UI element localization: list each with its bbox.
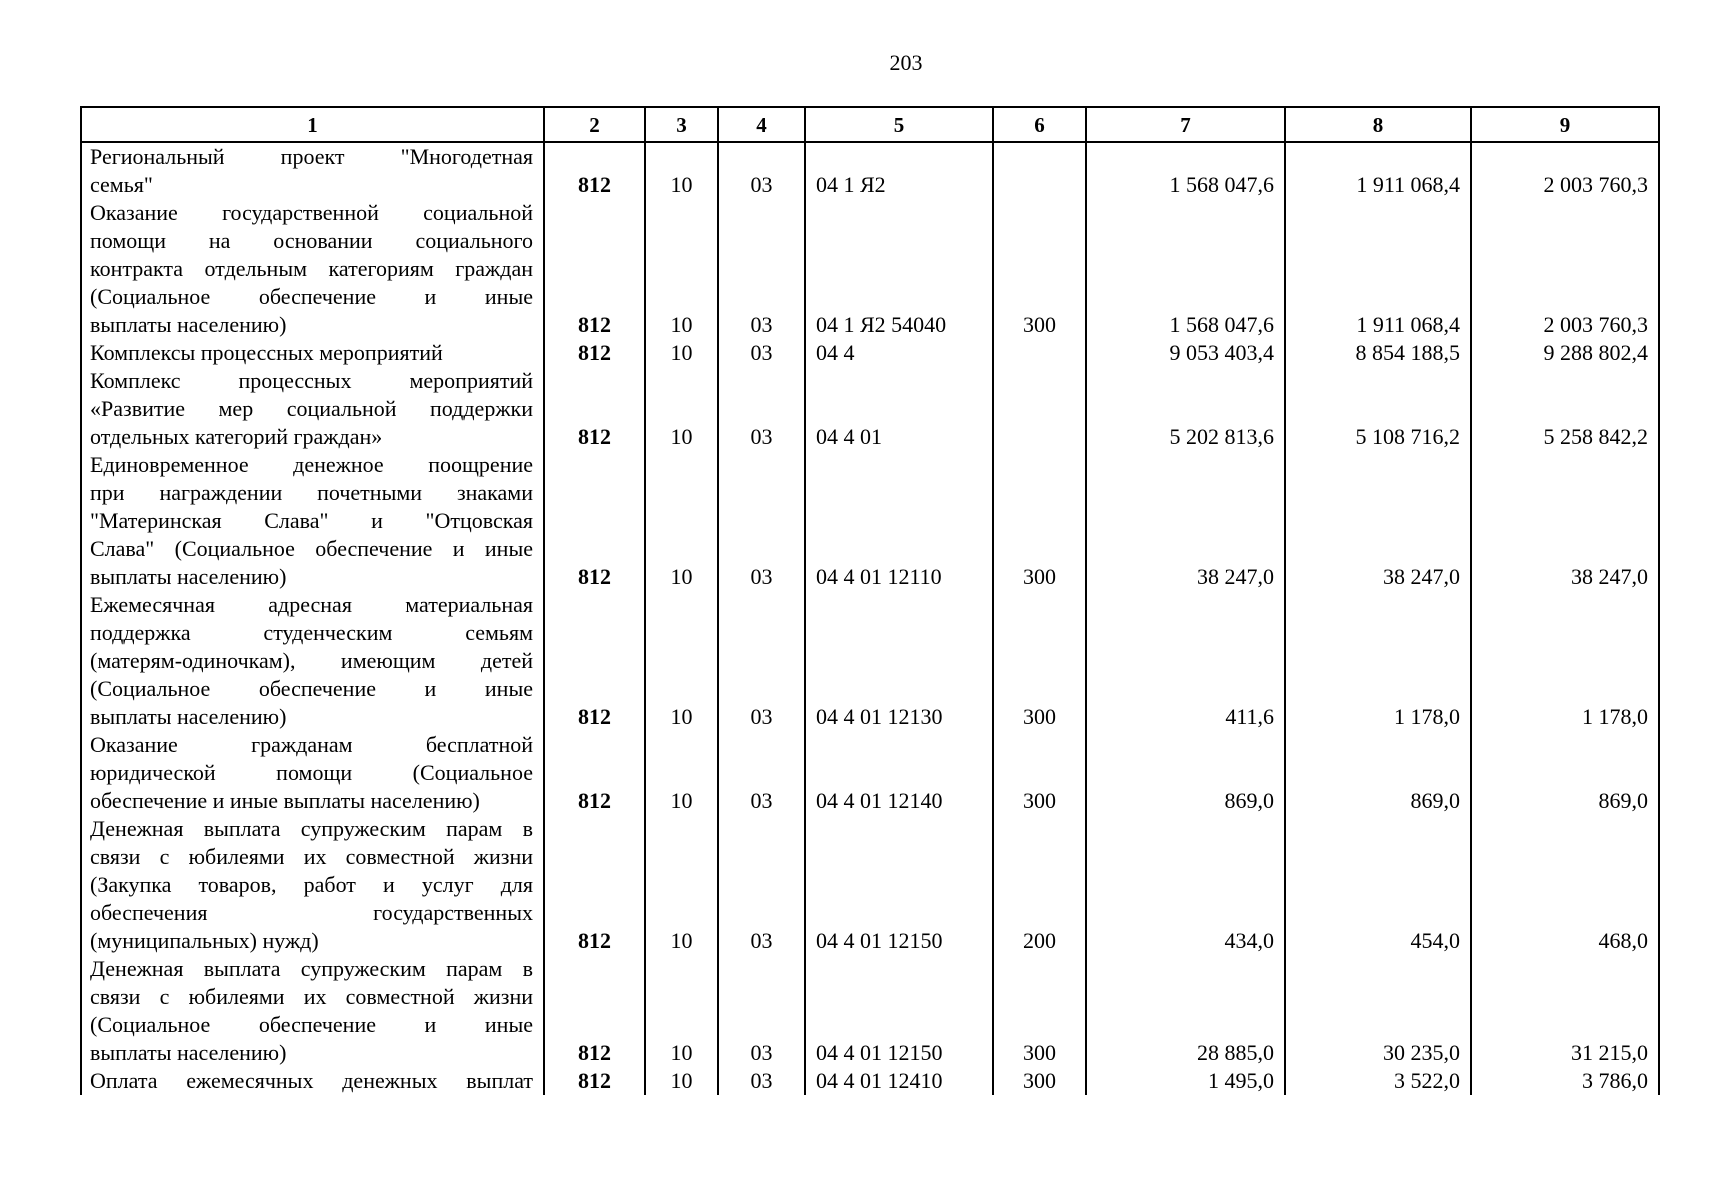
table-row — [81, 1067, 1659, 1095]
section-code-cell: 10 — [645, 1067, 718, 1095]
row-name-line: Комплекс процессных мероприятий — [90, 368, 533, 393]
expense-type-cell: 300 — [993, 955, 1086, 1067]
row-name-line: «Развитие мер социальной поддержки — [90, 396, 533, 421]
table-row — [81, 339, 1659, 367]
expense-type-cell — [993, 367, 1086, 451]
amount-year2-cell: 454,0 — [1285, 815, 1471, 955]
row-name-line: Ежемесячная адресная материальная — [90, 592, 533, 617]
row-name-line: связи с юбилеями их совместной жизни — [90, 844, 533, 869]
target-article-cell: 04 4 01 12150 — [805, 955, 993, 1067]
chapter-code-cell: 812 — [544, 1067, 645, 1095]
amount-year3-cell: 9 288 802,4 — [1471, 339, 1659, 367]
chapter-code-cell: 812 — [544, 367, 645, 451]
row-name-line: (Социальное обеспечение и иные — [90, 284, 533, 309]
row-name-line: Комплексы процессных мероприятий — [90, 340, 443, 365]
chapter-code-cell: 812 — [544, 199, 645, 339]
subsection-code-cell: 03 — [718, 815, 805, 955]
header-col-5: 5 — [805, 107, 993, 142]
subsection-code-cell: 03 — [718, 955, 805, 1067]
amount-year1-cell: 28 885,0 — [1086, 955, 1285, 1067]
row-name-line: юридической помощи (Социальное — [90, 760, 533, 785]
row-name-cell — [81, 451, 544, 591]
row-name-line: (Социальное обеспечение и иные — [90, 676, 533, 701]
row-name-cell — [81, 339, 544, 367]
target-article-cell: 04 4 01 — [805, 367, 993, 451]
row-name-line: обеспечение и иные выплаты населению) — [90, 788, 480, 813]
table-body — [81, 142, 1659, 1095]
subsection-code-cell: 03 — [718, 591, 805, 731]
amount-year1-cell: 1 568 047,6 — [1086, 199, 1285, 339]
expense-type-cell: 300 — [993, 731, 1086, 815]
target-article-cell: 04 4 — [805, 339, 993, 367]
amount-year3-cell: 468,0 — [1471, 815, 1659, 955]
chapter-code-cell: 812 — [544, 142, 645, 199]
section-code-cell: 10 — [645, 142, 718, 199]
target-article-cell: 04 4 01 12140 — [805, 731, 993, 815]
subsection-code-cell: 03 — [718, 451, 805, 591]
header-col-1: 1 — [81, 107, 544, 142]
amount-year2-cell: 38 247,0 — [1285, 451, 1471, 591]
row-name-line: Оказание государственной социальной — [90, 200, 533, 225]
amount-year3-cell: 3 786,0 — [1471, 1067, 1659, 1095]
row-name-line: Денежная выплата супружеским парам в — [90, 956, 533, 981]
row-name-line: семья" — [90, 172, 153, 197]
chapter-code-cell: 812 — [544, 591, 645, 731]
row-name-cell — [81, 1067, 544, 1095]
row-name-line: Оплата ежемесячных денежных выплат — [90, 1068, 533, 1093]
expense-type-cell — [993, 339, 1086, 367]
amount-year3-cell: 38 247,0 — [1471, 451, 1659, 591]
chapter-code-cell: 812 — [544, 815, 645, 955]
table-row — [81, 142, 1659, 199]
row-name-line: помощи на основании социального — [90, 228, 533, 253]
row-name-cell — [81, 591, 544, 731]
row-name-line: Слава" (Социальное обеспечение и иные — [90, 536, 533, 561]
subsection-code-cell: 03 — [718, 1067, 805, 1095]
amount-year1-cell: 5 202 813,6 — [1086, 367, 1285, 451]
target-article-cell: 04 4 01 12110 — [805, 451, 993, 591]
header-col-9: 9 — [1471, 107, 1659, 142]
budget-table — [80, 106, 1660, 1095]
row-name-cell — [81, 199, 544, 339]
chapter-code-cell: 812 — [544, 451, 645, 591]
row-name-line: Оказание гражданам бесплатной — [90, 732, 533, 757]
amount-year2-cell: 3 522,0 — [1285, 1067, 1471, 1095]
amount-year2-cell: 30 235,0 — [1285, 955, 1471, 1067]
subsection-code-cell: 03 — [718, 142, 805, 199]
amount-year3-cell: 869,0 — [1471, 731, 1659, 815]
section-code-cell: 10 — [645, 339, 718, 367]
expense-type-cell: 300 — [993, 199, 1086, 339]
amount-year1-cell: 869,0 — [1086, 731, 1285, 815]
expense-type-cell: 300 — [993, 591, 1086, 731]
row-name-line: отдельных категорий граждан» — [90, 424, 383, 449]
row-name-line: контракта отдельным категориям граждан — [90, 256, 533, 281]
row-name-line: при награждении почетными знаками — [90, 480, 533, 505]
table-row — [81, 815, 1659, 955]
section-code-cell: 10 — [645, 591, 718, 731]
amount-year1-cell: 434,0 — [1086, 815, 1285, 955]
row-name-line: (Закупка товаров, работ и услуг для — [90, 872, 533, 897]
amount-year2-cell: 1 911 068,4 — [1285, 142, 1471, 199]
amount-year1-cell: 9 053 403,4 — [1086, 339, 1285, 367]
row-name-line: выплаты населению) — [90, 1040, 287, 1065]
target-article-cell: 04 1 Я2 — [805, 142, 993, 199]
target-article-cell: 04 4 01 12130 — [805, 591, 993, 731]
row-name-line: выплаты населению) — [90, 704, 287, 729]
table-row — [81, 451, 1659, 591]
page-number: 203 — [889, 50, 923, 75]
section-code-cell: 10 — [645, 367, 718, 451]
amount-year1-cell: 1 495,0 — [1086, 1067, 1285, 1095]
expense-type-cell: 300 — [993, 1067, 1086, 1095]
header-col-6: 6 — [993, 107, 1086, 142]
section-code-cell: 10 — [645, 731, 718, 815]
row-name-line: "Материнская Слава" и "Отцовская — [90, 508, 533, 533]
header-col-8: 8 — [1285, 107, 1471, 142]
section-code-cell: 10 — [645, 451, 718, 591]
row-name-cell — [81, 955, 544, 1067]
subsection-code-cell: 03 — [718, 367, 805, 451]
row-name-cell — [81, 142, 544, 199]
table-row — [81, 731, 1659, 815]
amount-year3-cell: 31 215,0 — [1471, 955, 1659, 1067]
table-row — [81, 199, 1659, 339]
expense-type-cell — [993, 142, 1086, 199]
table-row — [81, 955, 1659, 1067]
header-col-4: 4 — [718, 107, 805, 142]
header-col-3: 3 — [645, 107, 718, 142]
header-col-7: 7 — [1086, 107, 1285, 142]
amount-year1-cell: 1 568 047,6 — [1086, 142, 1285, 199]
table-row — [81, 591, 1659, 731]
subsection-code-cell: 03 — [718, 731, 805, 815]
amount-year1-cell: 38 247,0 — [1086, 451, 1285, 591]
row-name-line: обеспечения государственных — [90, 900, 533, 925]
amount-year2-cell: 1 178,0 — [1285, 591, 1471, 731]
amount-year2-cell: 869,0 — [1285, 731, 1471, 815]
row-name-line: поддержка студенческим семьям — [90, 620, 533, 645]
row-name-line: Региональный проект "Многодетная — [90, 144, 533, 169]
row-name-line: связи с юбилеями их совместной жизни — [90, 984, 533, 1009]
table-header-row — [81, 107, 1659, 142]
budget-table-container — [80, 106, 1658, 1095]
chapter-code-cell: 812 — [544, 731, 645, 815]
amount-year3-cell: 1 178,0 — [1471, 591, 1659, 731]
subsection-code-cell: 03 — [718, 199, 805, 339]
section-code-cell: 10 — [645, 815, 718, 955]
section-code-cell: 10 — [645, 199, 718, 339]
target-article-cell: 04 4 01 12150 — [805, 815, 993, 955]
row-name-cell — [81, 731, 544, 815]
row-name-line: выплаты населению) — [90, 312, 287, 337]
amount-year3-cell: 2 003 760,3 — [1471, 199, 1659, 339]
expense-type-cell: 200 — [993, 815, 1086, 955]
row-name-line: (муниципальных) нужд) — [90, 928, 319, 953]
row-name-line: (Социальное обеспечение и иные — [90, 1012, 533, 1037]
header-col-2: 2 — [544, 107, 645, 142]
section-code-cell: 10 — [645, 955, 718, 1067]
subsection-code-cell: 03 — [718, 339, 805, 367]
chapter-code-cell: 812 — [544, 955, 645, 1067]
row-name-cell — [81, 815, 544, 955]
table-row — [81, 367, 1659, 451]
amount-year2-cell: 1 911 068,4 — [1285, 199, 1471, 339]
row-name-line: Денежная выплата супружеским парам в — [90, 816, 533, 841]
row-name-line: (матерям-одиночкам), имеющим детей — [90, 648, 533, 673]
amount-year1-cell: 411,6 — [1086, 591, 1285, 731]
chapter-code-cell: 812 — [544, 339, 645, 367]
row-name-line: выплаты населению) — [90, 564, 287, 589]
expense-type-cell: 300 — [993, 451, 1086, 591]
row-name-cell — [81, 367, 544, 451]
row-name-line: Единовременное денежное поощрение — [90, 452, 533, 477]
amount-year2-cell: 8 854 188,5 — [1285, 339, 1471, 367]
amount-year3-cell: 2 003 760,3 — [1471, 142, 1659, 199]
amount-year3-cell: 5 258 842,2 — [1471, 367, 1659, 451]
target-article-cell: 04 1 Я2 54040 — [805, 199, 993, 339]
target-article-cell: 04 4 01 12410 — [805, 1067, 993, 1095]
amount-year2-cell: 5 108 716,2 — [1285, 367, 1471, 451]
